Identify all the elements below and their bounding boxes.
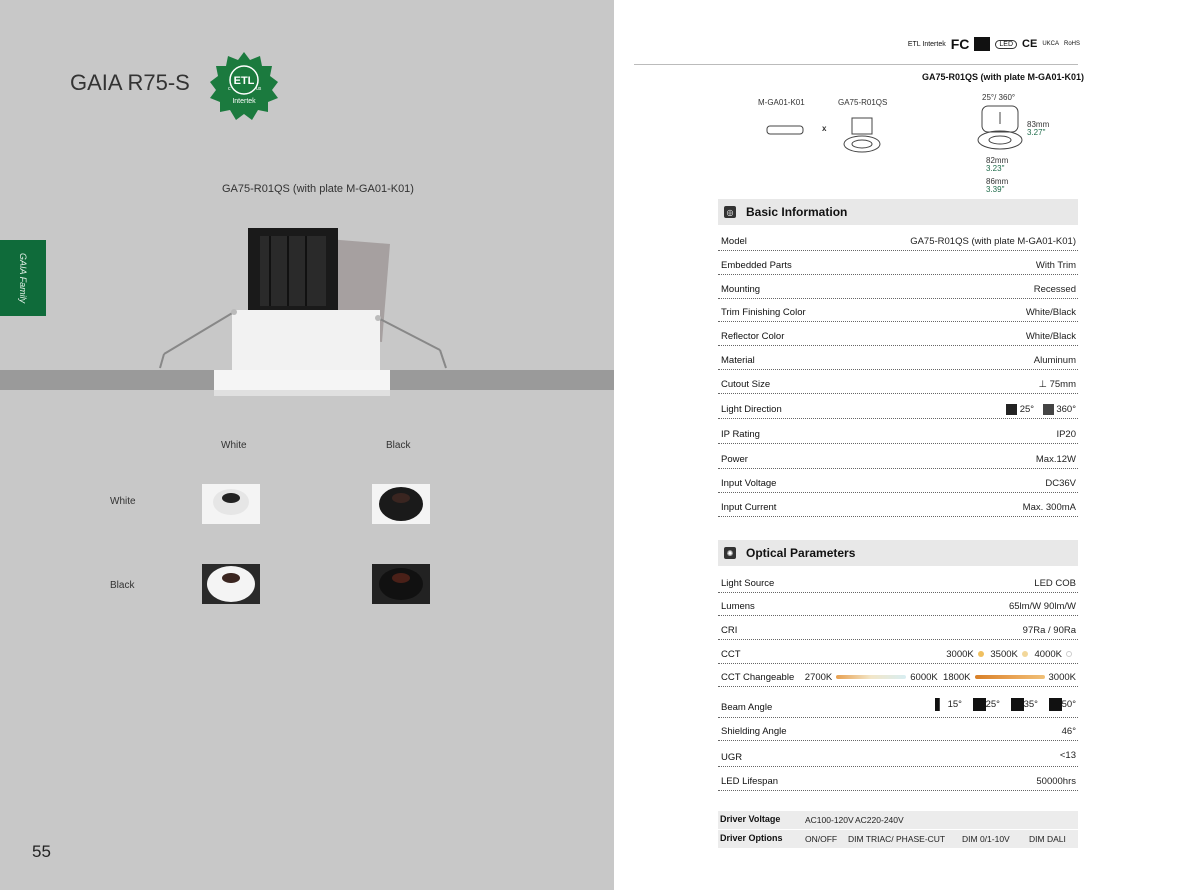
- spec-label: CCT Changeable: [721, 672, 795, 683]
- spec-label: Cutout Size: [721, 379, 771, 390]
- cct-gradient-bar: [836, 675, 906, 679]
- product-title: GAIA R75-S: [70, 70, 190, 95]
- spec-row: [718, 747, 1078, 767]
- spec-value: [805, 672, 1076, 683]
- cutout-icon: ⊥: [1038, 379, 1050, 390]
- spec-value: Recessed: [1033, 284, 1076, 295]
- family-tab-label: GAIA Family: [18, 252, 28, 304]
- spec-value: DC36V: [1045, 478, 1076, 489]
- basic-info-header: [718, 199, 1078, 225]
- led-cert-icon: LED: [995, 40, 1017, 49]
- height-in: 3.27": [1027, 128, 1046, 137]
- spec-row: [718, 281, 1078, 299]
- badge-top: c: [228, 86, 231, 92]
- driver-option: ON/OFF: [805, 834, 838, 844]
- dtw-gradient-bar: [975, 675, 1045, 679]
- angle-label: 25°/ 360°: [982, 93, 1016, 102]
- beam-50-icon: [1049, 698, 1062, 711]
- times-symbol: x: [822, 124, 827, 133]
- swatch-white-white: [202, 484, 260, 524]
- rohs-cert-icon: RoHS: [1063, 41, 1080, 47]
- spec-row: [718, 304, 1078, 322]
- dtw-range-end: 3000K: [1048, 672, 1076, 683]
- spec-value: LED COB: [1034, 578, 1076, 589]
- spec-label: UGR: [721, 752, 743, 763]
- cct-dot-icon: [1066, 651, 1072, 657]
- badge-middle: ETL: [233, 75, 255, 87]
- dimension-drawing-icon: [976, 104, 1024, 154]
- spec-row: [718, 669, 1078, 687]
- spec-label: Input Voltage: [721, 478, 777, 489]
- part-a-label: M-GA01-K01: [758, 98, 805, 107]
- spec-row: [718, 723, 1078, 741]
- energy-icon: [974, 37, 990, 51]
- spec-label: IP Rating: [721, 429, 760, 440]
- fc-cert-icon: FC: [950, 36, 970, 52]
- downlight-product-image: [150, 222, 450, 400]
- swatch-white-black: [372, 484, 430, 524]
- product-caption: GA75-R01QS (with plate M-GA01-K01): [222, 183, 414, 195]
- driver-voltage-option: AC100-120V: [805, 815, 854, 825]
- basic-info-title: Basic Information: [746, 205, 848, 219]
- spec-row: [718, 475, 1078, 493]
- spec-value: Max. 300mA: [1022, 502, 1076, 513]
- etl-badge-icon: [208, 50, 280, 122]
- rotate-icon: [1043, 404, 1054, 415]
- swatch-black-white: [202, 564, 260, 604]
- spec-row: [718, 352, 1078, 370]
- height-mm: 83mm: [1027, 120, 1050, 129]
- spec-row: [718, 401, 1078, 419]
- spec-label: Lumens: [721, 601, 755, 612]
- badge-sides: us: [256, 86, 262, 92]
- driver-voltage-label: Driver Voltage: [720, 814, 781, 824]
- spec-row: [718, 499, 1078, 517]
- reflector-row-black: Black: [110, 580, 135, 591]
- driver-options-row: [718, 830, 1078, 848]
- spec-label: CCT: [721, 649, 741, 660]
- model-subtitle: GA75-R01QS (with plate M-GA01-K01): [922, 72, 1085, 82]
- cct-range-start: 2700K: [804, 672, 833, 683]
- spec-value: White/Black: [1025, 307, 1076, 318]
- beam-15-icon: [935, 698, 948, 711]
- spec-value: With Trim: [1035, 260, 1076, 271]
- spec-value: 50000hrs: [1036, 776, 1076, 787]
- cct-range-end: 6000K: [910, 672, 938, 683]
- spec-label: Light Source: [721, 578, 775, 589]
- spec-row: [718, 257, 1078, 275]
- spec-label: Trim Finishing Color: [721, 307, 806, 318]
- rotate-value: 360°: [1056, 404, 1076, 416]
- spec-value: [935, 698, 1076, 711]
- spec-label: LED Lifespan: [721, 776, 779, 787]
- spec-value: [946, 649, 1076, 660]
- spec-value: Max.12W: [1035, 454, 1076, 465]
- tilt-icon: [1006, 404, 1017, 415]
- spec-row: [718, 575, 1078, 593]
- reflector-row-white: White: [110, 496, 136, 507]
- spec-row: [718, 646, 1078, 664]
- spec-label: Input Current: [721, 502, 777, 513]
- width2-in: 3.39": [986, 185, 1005, 194]
- swatch-black-black: [372, 564, 430, 604]
- spec-value: 46°: [1061, 726, 1076, 737]
- driver-voltage-row: [718, 811, 1078, 829]
- spec-label: Reflector Color: [721, 331, 785, 342]
- cct-dot-icon: [1022, 651, 1028, 657]
- spec-row: [718, 376, 1078, 394]
- spec-row: [718, 328, 1078, 346]
- spec-label: Model: [721, 236, 747, 247]
- cct-value: 3000K: [946, 649, 974, 660]
- spec-row: [718, 696, 1078, 718]
- spec-row: [718, 773, 1078, 791]
- cutout-value: 75mm: [1049, 379, 1076, 390]
- spec-value: <13: [1059, 750, 1076, 761]
- beam-25-icon: [973, 698, 986, 711]
- driver-option: DIM DALI: [1029, 834, 1066, 844]
- spec-label: Embedded Parts: [721, 260, 792, 271]
- spec-value: IP20: [1056, 429, 1076, 440]
- spec-value: 65lm/W 90lm/W: [1008, 601, 1076, 612]
- driver-voltage-option: AC220-240V: [855, 815, 904, 825]
- page-number: 55: [32, 842, 51, 861]
- optical-header: [718, 540, 1078, 566]
- trim-col-black: Black: [386, 440, 411, 451]
- width2-mm: 86mm: [986, 177, 1009, 186]
- header-divider: [634, 64, 1078, 65]
- spec-label: Material: [721, 355, 755, 366]
- etl-cert-icon: ETL Intertek: [907, 40, 946, 48]
- spec-row: [718, 622, 1078, 640]
- spec-label: Light Direction: [721, 404, 782, 415]
- family-tab: [0, 240, 46, 316]
- plate-drawing-icon: [766, 124, 804, 136]
- beam-value: 50°: [1061, 699, 1076, 711]
- spec-row: [718, 426, 1078, 444]
- info-icon: ◎: [724, 206, 736, 218]
- spec-label: Beam Angle: [721, 702, 773, 713]
- driver-options-label: Driver Options: [720, 833, 783, 843]
- cct-dot-icon: [978, 651, 984, 657]
- spec-label: Power: [721, 454, 748, 465]
- cct-value: 4000K: [1034, 649, 1062, 660]
- spec-value: Aluminum: [1033, 355, 1076, 366]
- beam-value: 15°: [947, 699, 962, 711]
- spec-label: Mounting: [721, 284, 761, 295]
- cct-value: 3500K: [990, 649, 1018, 660]
- spec-value: 97Ra / 90Ra: [1022, 625, 1076, 636]
- driver-option: DIM TRIAC/ PHASE-CUT: [848, 834, 946, 844]
- spec-label: CRI: [721, 625, 738, 636]
- spec-row: [718, 233, 1078, 251]
- tilt-value: 25°: [1019, 404, 1035, 416]
- width1-in: 3.23": [986, 164, 1005, 173]
- spec-row: [718, 598, 1078, 616]
- dtw-range-start: 1800K: [943, 672, 971, 683]
- driver-option: DIM 0/1-10V: [962, 834, 1010, 844]
- sun-icon: ✺: [724, 547, 736, 559]
- beam-35-icon: [1011, 698, 1024, 711]
- spec-value: [1039, 379, 1076, 390]
- lamp-drawing-icon: [842, 116, 882, 156]
- spec-value: White/Black: [1025, 331, 1076, 342]
- spec-value: GA75-R01QS (with plate M-GA01-K01): [910, 236, 1076, 247]
- spec-value: [1006, 404, 1076, 415]
- ce-cert-icon: CE: [1022, 38, 1038, 50]
- trim-col-white: White: [221, 440, 247, 451]
- part-b-label: GA75-R01QS: [838, 98, 888, 107]
- spec-row: [718, 451, 1078, 469]
- optical-title: Optical Parameters: [746, 546, 856, 560]
- beam-value: 25°: [985, 699, 1000, 711]
- beam-value: 35°: [1023, 699, 1038, 711]
- width1-mm: 82mm: [986, 156, 1009, 165]
- spec-label: Shielding Angle: [721, 726, 787, 737]
- badge-bottom: Intertek: [232, 98, 256, 105]
- ukca-cert-icon: UKCA: [1042, 41, 1059, 47]
- certification-row: [908, 36, 1080, 52]
